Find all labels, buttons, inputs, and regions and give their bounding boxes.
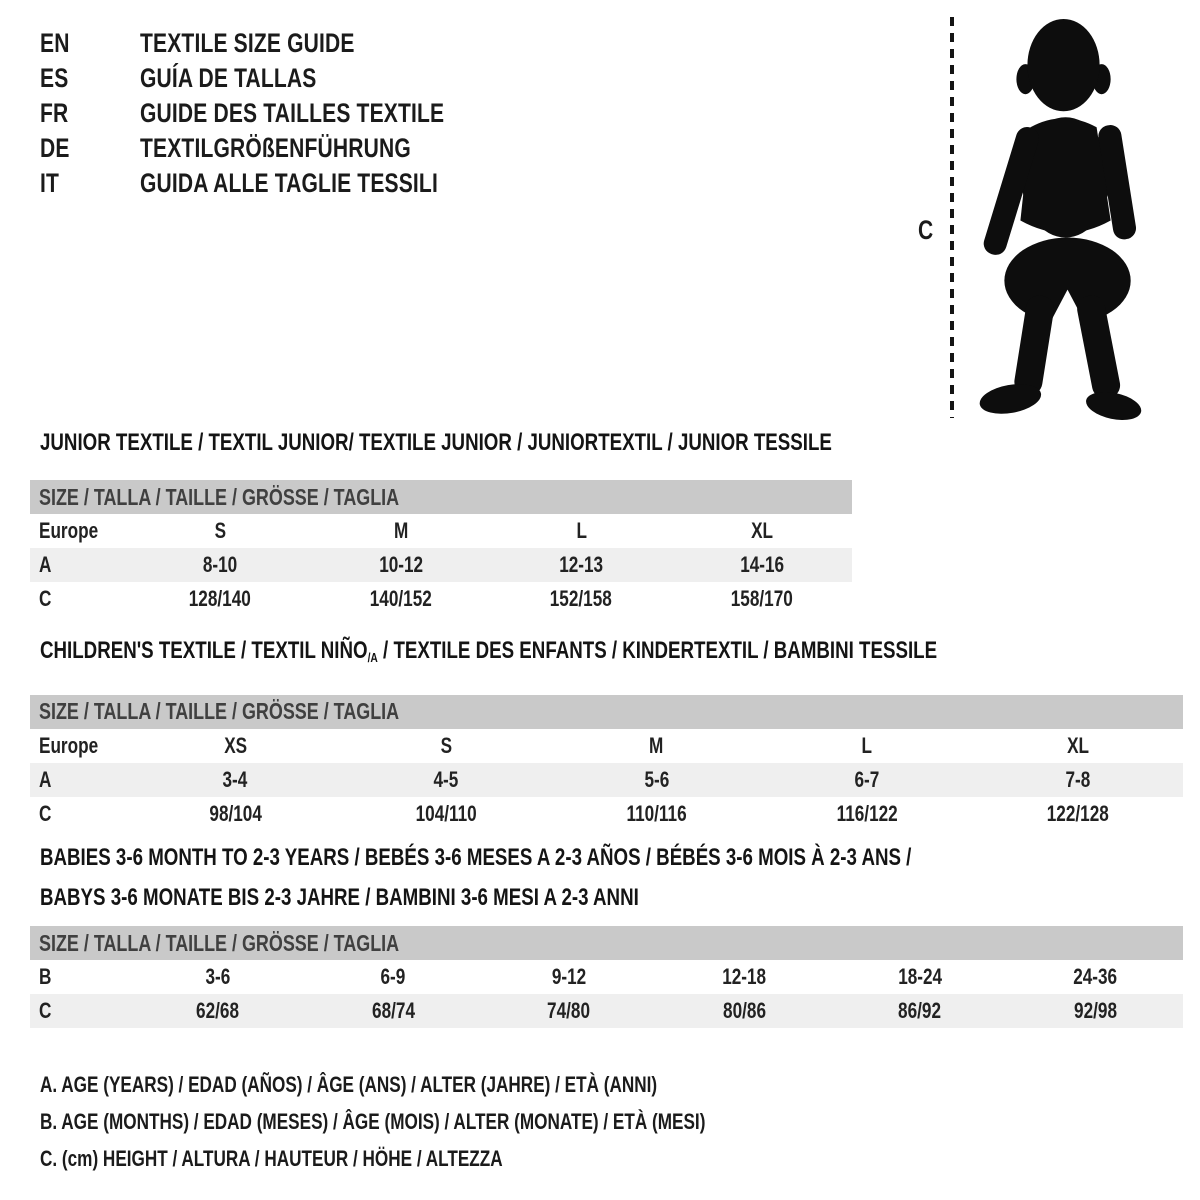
months-cell: 3-6 [205,964,231,989]
height-cell: 68/74 [371,998,415,1023]
table-row [30,514,852,548]
row-label: C [39,998,52,1023]
size-cell: XL [1066,732,1089,758]
legend-line-c: C. (cm) HEIGHT / ALTURA / HAUTEUR / HÖHE / ALTEZZA [40,1145,503,1171]
table-row [30,994,1183,1028]
height-cell: 104/110 [415,800,477,826]
lang-code: EN [40,28,70,58]
guide-title-fr: GUIDE DES TAILLES TEXTILE [140,98,445,128]
lang-row-it [40,166,530,201]
lang-code: DE [40,133,70,163]
size-cell: XL [750,518,773,543]
babies-textile-table [30,845,1183,1028]
height-cell: 140/152 [369,586,432,611]
height-cell: 122/128 [1046,800,1109,826]
lang-code: ES [40,63,69,93]
table-row [30,960,1183,994]
height-cell: 92/98 [1073,998,1117,1023]
lang-row-fr [40,96,530,131]
guide-title-es: GUÍA DE TALLAS [140,63,317,93]
legend-line-b: B. AGE (MONTHS) / EDAD (MESES) / ÂGE (MOIS) / ALTER (MONATE) / ETÀ (MESI) [40,1108,706,1134]
legend-line-a: A. AGE (YEARS) / EDAD (AÑOS) / ÂGE (ANS) / ALTER (JAHRE) / ETÀ (ANNI) [40,1071,658,1097]
age-cell: 12-13 [559,552,604,577]
language-title-list [40,26,530,201]
row-label: B [39,964,52,989]
size-cell: M [649,732,664,758]
age-cell: 4-5 [433,766,459,792]
row-label: Europe [39,732,99,758]
row-label: C [39,586,52,611]
height-cell: 74/80 [547,998,591,1023]
months-cell: 6-9 [380,964,406,989]
height-cell: 110/116 [626,800,687,826]
lang-code: FR [40,98,69,128]
table-row [30,729,1183,763]
height-measure-label: C [918,215,934,245]
measure-legend [40,1066,893,1177]
row-label: A [39,552,52,577]
guide-title-de: TEXTILGRÖßENFÜHRUNG [140,133,411,163]
lang-row-es [40,61,530,96]
babies-table-title-line1: BABIES 3-6 MONTH TO 2-3 YEARS / BEBÉS 3-6 MESES A 2-3 AÑOS / BÉBÉS 3-6 MOIS À 2-3 ANS / [40,844,912,871]
age-cell: 7-8 [1065,766,1091,792]
height-cell: 86/92 [898,998,942,1023]
row-label: C [39,800,52,826]
height-cell: 128/140 [189,586,252,611]
table-row [30,763,1183,797]
nino-a-subscript: /A [367,649,378,665]
lang-row-de [40,131,530,166]
size-header-bar: SIZE / TALLA / TAILLE / GRÖSSE / TAGLIA [30,480,852,514]
table-row [30,797,1183,831]
babies-table-title-line2: BABYS 3-6 MONATE BIS 2-3 JAHRE / BAMBINI 3-6 MESI A 2-3 ANNI [40,884,639,911]
height-cell: 62/68 [196,998,240,1023]
height-cell: 158/170 [730,586,793,611]
row-label: A [39,766,52,792]
height-figure [918,15,1158,423]
months-cell: 24-36 [1073,964,1118,989]
height-cell: 80/86 [722,998,766,1023]
size-cell: L [575,518,587,543]
age-cell: 10-12 [378,552,423,577]
guide-title-it: GUIDA ALLE TAGLIE TESSILI [140,168,438,198]
age-cell: 5-6 [644,766,669,792]
table-row [30,548,852,582]
height-dashed-line [950,17,954,418]
toddler-silhouette-icon [968,15,1143,421]
size-cell: M [393,518,408,543]
children-textile-table [30,638,1183,831]
children-table-title: CHILDREN'S TEXTILE / TEXTIL $NIÑO_{/A}$ / TEXTILE DES ENFANTS / KINDERTEXTIL / BAMBINI TESSILE [40,637,938,665]
height-cell: 152/158 [550,586,613,611]
table-row [30,582,852,616]
lang-code: IT [40,168,60,198]
age-cell: 6-7 [854,766,880,792]
height-cell: 116/122 [836,800,898,826]
months-cell: 18-24 [897,964,942,989]
age-cell: 14-16 [739,552,784,577]
size-header-bar: SIZE / TALLA / TAILLE / GRÖSSE / TAGLIA [30,695,1183,729]
height-cell: 98/104 [209,800,262,826]
age-cell: 3-4 [222,766,248,792]
junior-table-title: JUNIOR TEXTILE / TEXTIL JUNIOR/ TEXTILE JUNIOR / JUNIORTEXTIL / JUNIOR TESSILE [40,429,832,456]
age-cell: 8-10 [203,552,238,577]
size-cell: XS [223,732,247,758]
junior-textile-table [30,430,852,616]
months-cell: 9-12 [551,964,586,989]
size-header-bar: SIZE / TALLA / TAILLE / GRÖSSE / TAGLIA [30,926,1183,960]
row-label: Europe [39,518,99,543]
months-cell: 12-18 [722,964,767,989]
lang-row-en [40,26,530,61]
guide-title-en: TEXTILE SIZE GUIDE [140,28,355,58]
size-cell: S [214,518,226,543]
size-cell: S [440,732,452,758]
size-cell: L [861,732,873,758]
